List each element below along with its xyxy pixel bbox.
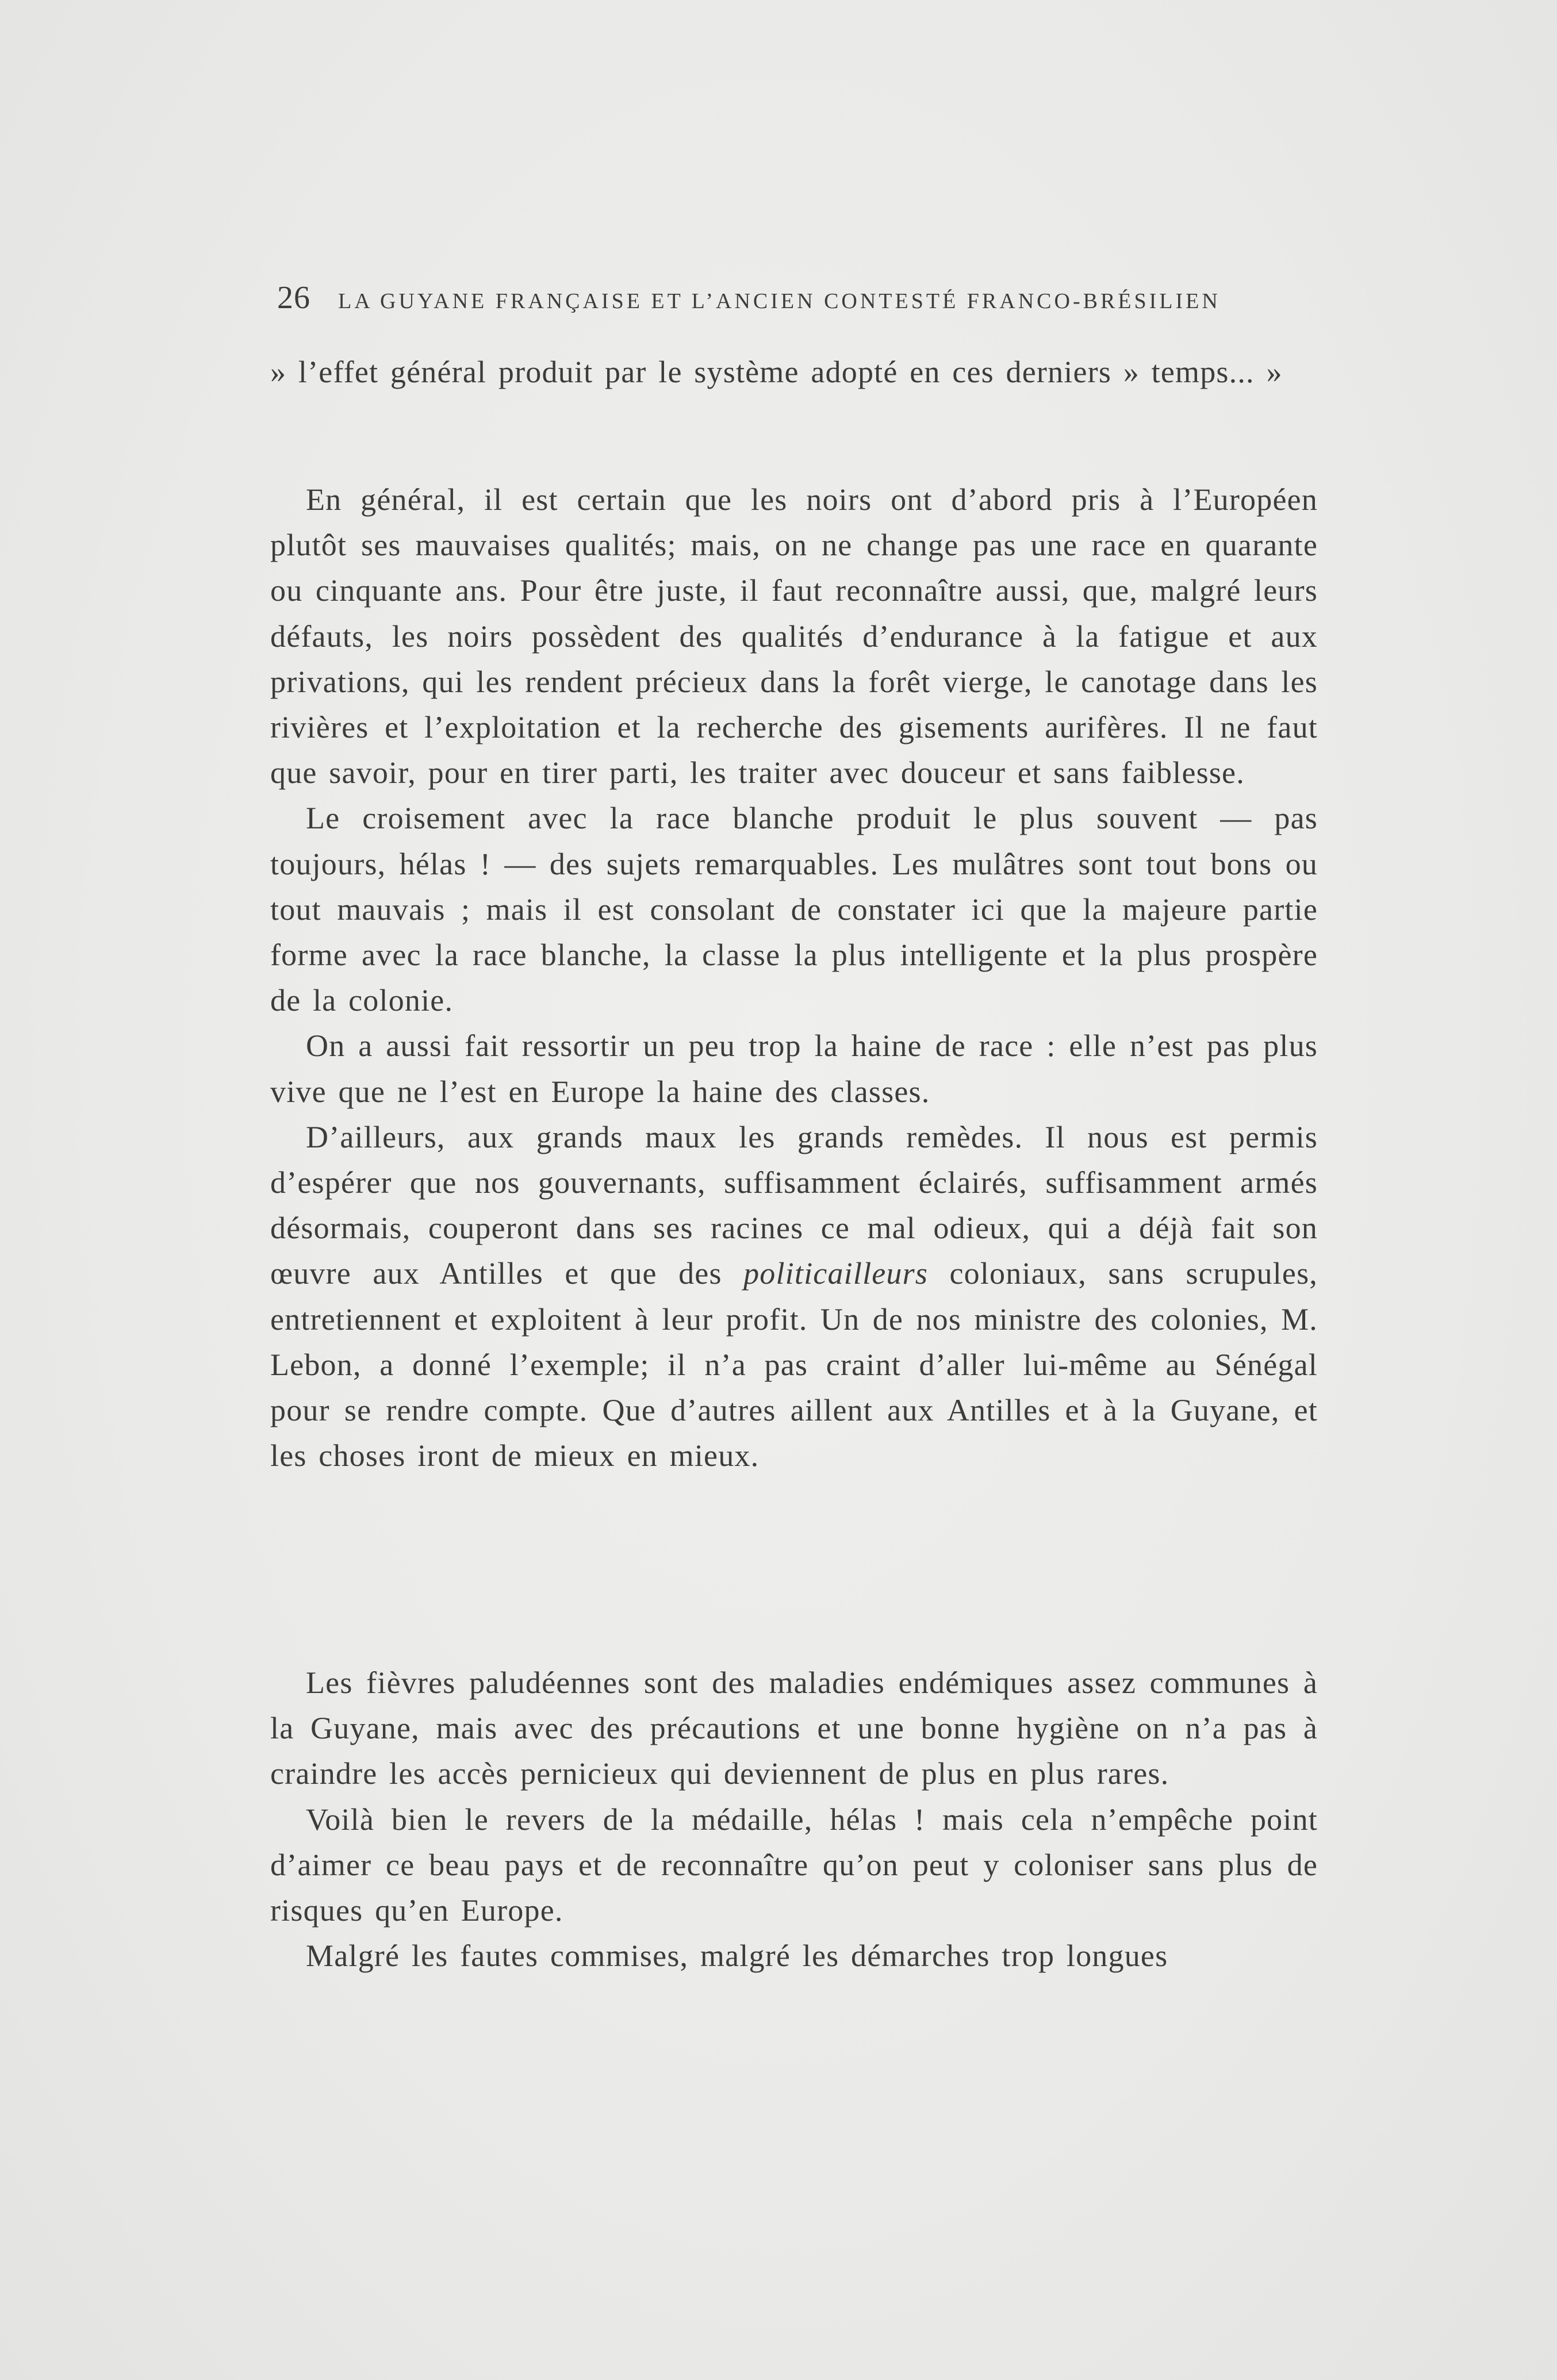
paragraph-4-end: coloniaux, sans scrupules, entretiennent et exploitent à leur profit. Un de nos ministre des colonies, M. Lebon, a donné l’exemple; il n’a pas craint d’aller lui-même au Sénégal pour se rendre compte. Que d’autres aillent aux Antilles et à la Guyane, et les choses iront de mieux en mieux.: [270, 1256, 1318, 1473]
quote-end-paragraph: » l’effet général produit par le système adopté en ces derniers » temps... »: [270, 355, 1283, 389]
running-title: LA GUYANE FRANÇAISE ET L’ANCIEN CONTESTÉ FRANCO-BRÉSILIEN: [338, 289, 1221, 313]
paragraph-3: On a aussi fait ressortir un peu trop la haine de race : elle n’est pas plus vive que ne l’est en Europe la haine des classes.: [270, 1028, 1318, 1109]
paragraph-5: Les fièvres paludéennes sont des maladies endémiques assez communes à la Guyane, mais avec des précautions et une bonne hygiène on n’a pas à craindre les accès pernicieux qui deviennent de plus en plus rares.: [270, 1665, 1318, 1791]
running-header: [277, 275, 1324, 321]
paragraph-7: Malgré les fautes commises, malgré les démarches trop longues: [306, 1938, 1168, 1974]
paragraph-4: [270, 1115, 1318, 1479]
paragraph-4-italic-word: politicailleurs: [743, 1256, 929, 1291]
paragraph-2: Le croisement avec la race blanche produit le plus souvent — pas toujours, hélas ! — des sujets remarquables. Les mulâtres sont tout bons ou tout mauvais ; mais il est consolant de constater ici que la majeure partie forme avec la race blanche, la classe la plus intelligente et la plus prospère de la colonie.: [270, 801, 1318, 1018]
paragraph-1: En général, il est certain que les noirs ont d’abord pris à l’Européen plutôt ses mauvaises qualités; mais, on ne change pas une race en quarante ou cinquante ans. Pour être juste, il faut reconnaître aussi, que, malgré leurs défauts, les noirs possèdent des qualités d’endurance à la fatigue et aux privations, qui les rendent précieux dans la forêt vierge, le canotage dans les rivières et l’exploitation et la recherche des gisements aurifères. Il ne faut que savoir, pour en tirer parti, les traiter avec douceur et sans faiblesse.: [270, 482, 1318, 790]
page-number: 26: [277, 280, 310, 316]
paragraph-4-start: D’ailleurs, aux grands maux les grands remèdes. Il nous est permis d’espérer que nos gouvernants, suffisamment éclairés, suffisamment armés désormais, couperont dans ses racines ce mal odieux, qui a déjà fait son œuvre aux Antilles et que des: [270, 1119, 1318, 1291]
main-text-section-2: [270, 1660, 1318, 1979]
quote-continuation: [270, 350, 1318, 395]
paragraph-6: Voilà bien le revers de la médaille, hélas ! mais cela n’empêche point d’aimer ce beau pays et de reconnaître qu’on peut y coloniser sans plus de risques qu’en Europe.: [270, 1802, 1318, 1928]
main-text-section-1: [270, 477, 1318, 1479]
